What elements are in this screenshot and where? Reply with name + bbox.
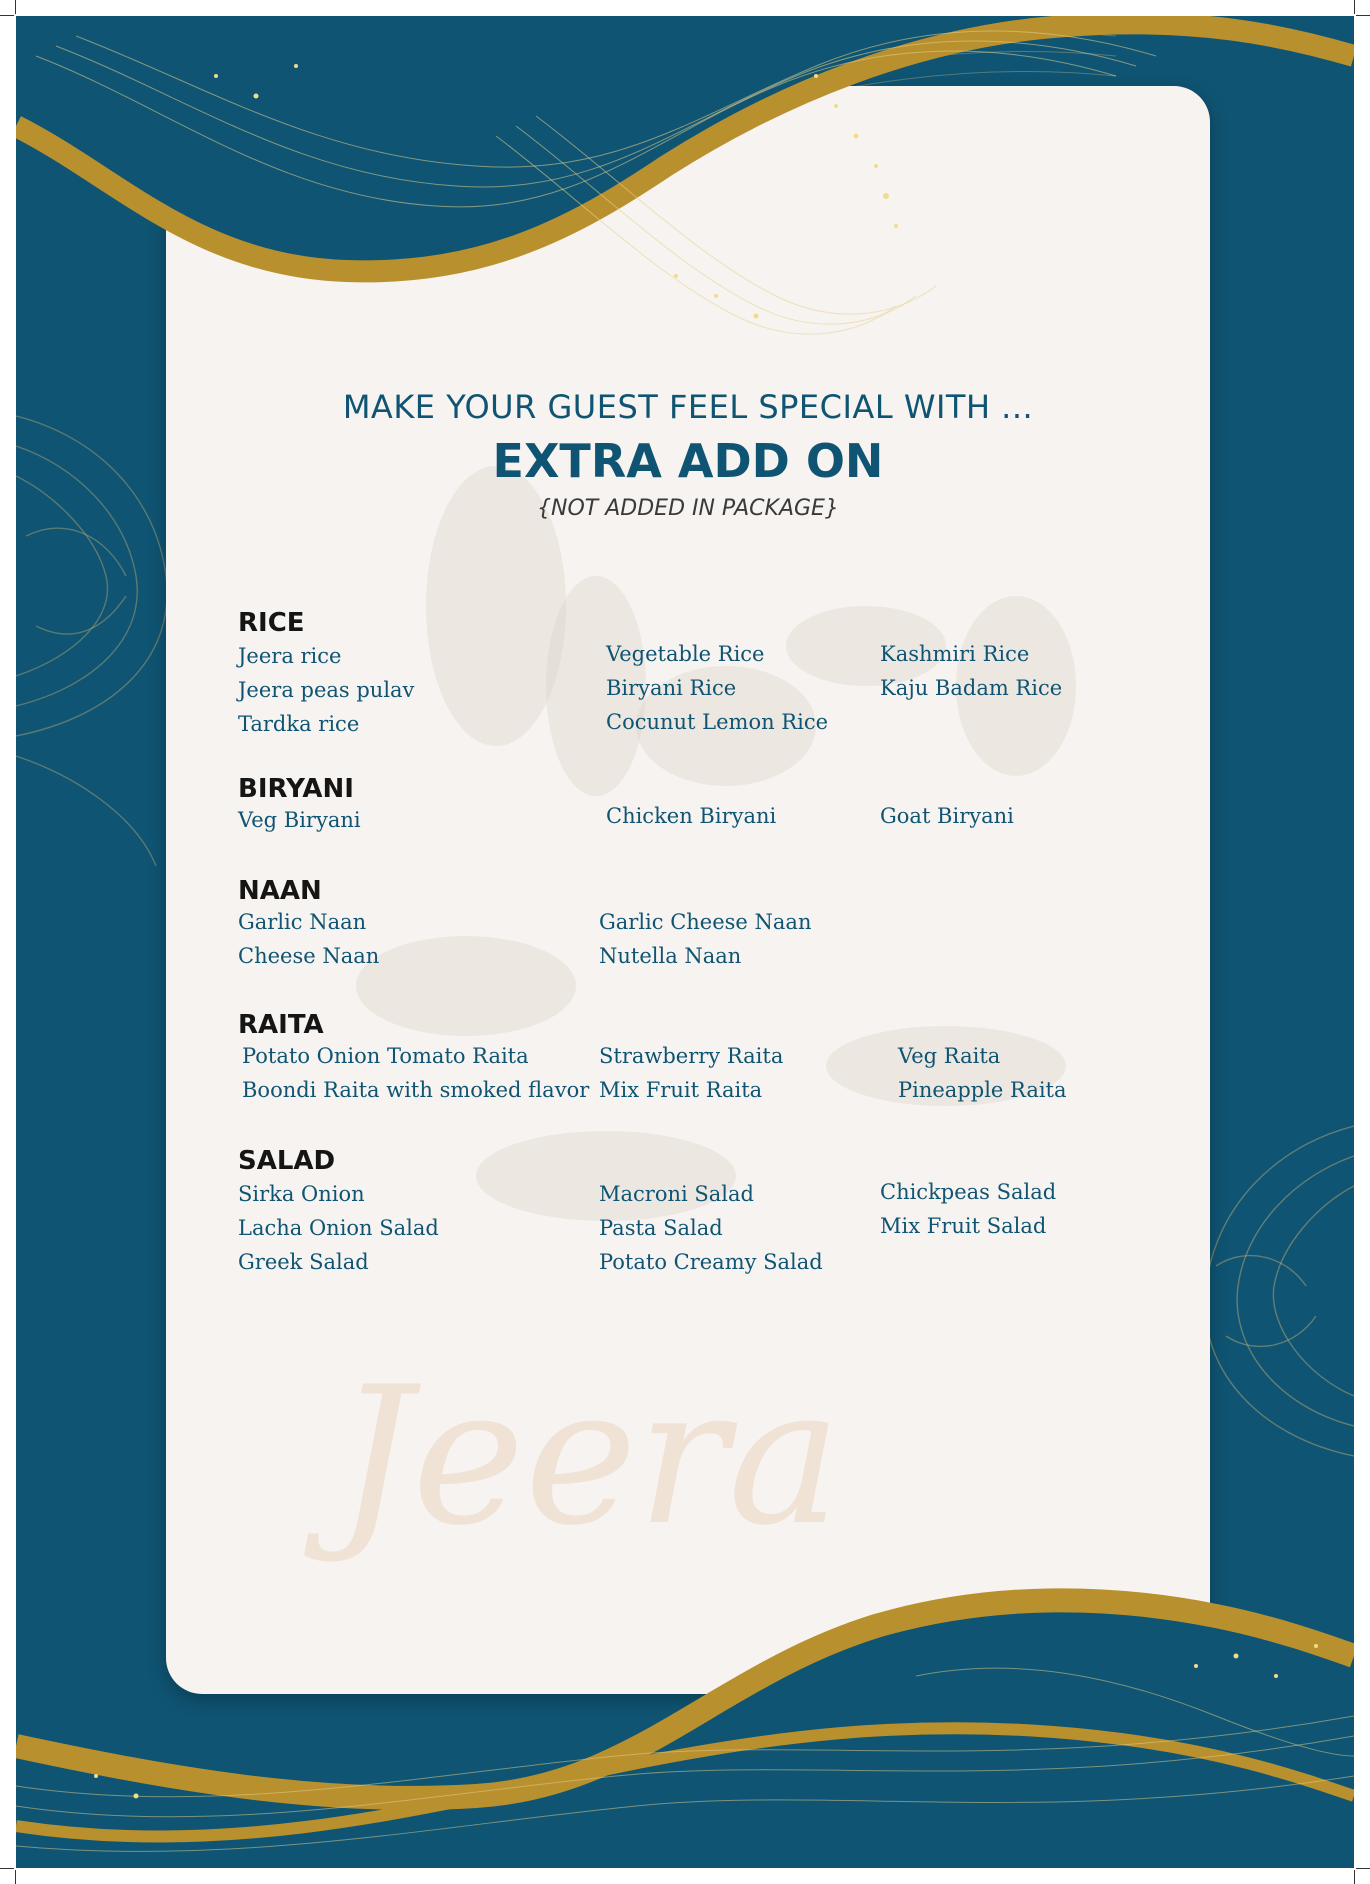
crop-mark [0, 15, 14, 16]
menu-item: Jeera peas pulav [238, 678, 415, 702]
menu-item: Biryani Rice [606, 676, 737, 700]
menu-item: Mix Fruit Raita [599, 1078, 763, 1102]
menu-item: Boondi Raita with smoked flavor [242, 1078, 590, 1102]
crop-mark [1354, 0, 1355, 14]
menu-item: Cheese Naan [238, 944, 380, 968]
section-title-naan: NAAN [238, 876, 322, 906]
section-title-raita: RAITA [238, 1010, 324, 1040]
menu-item: Kashmiri Rice [880, 642, 1030, 666]
crop-mark [15, 0, 16, 14]
menu-item: Veg Biryani [238, 808, 361, 832]
menu-item: Nutella Naan [599, 944, 742, 968]
menu-item: Garlic Cheese Naan [599, 910, 812, 934]
menu-item: Strawberry Raita [599, 1044, 784, 1068]
floral-right-art [1205, 1126, 1354, 1456]
menu-item: Mix Fruit Salad [880, 1214, 1047, 1238]
package-note: {NOT ADDED IN PACKAGE} [537, 496, 839, 521]
menu-item: Sirka Onion [238, 1182, 365, 1206]
menu-item: Veg Raita [898, 1044, 1001, 1068]
floral-left-art [16, 416, 167, 866]
menu-item: Kaju Badam Rice [880, 676, 1063, 700]
menu-item: Vegetable Rice [606, 642, 765, 666]
menu-item: Chickpeas Salad [880, 1180, 1057, 1204]
menu-item: Goat Biryani [880, 804, 1014, 828]
tagline: MAKE YOUR GUEST FEEL SPECIAL WITH ... [342, 388, 1034, 426]
menu-item: Macroni Salad [599, 1182, 754, 1206]
menu-item: Tardka rice [238, 712, 360, 736]
crop-mark [1356, 1868, 1370, 1869]
page-title: EXTRA ADD ON [492, 434, 884, 488]
menu-item: Pasta Salad [599, 1216, 723, 1240]
menu-item: Potato Creamy Salad [599, 1250, 823, 1274]
crop-mark [15, 1870, 16, 1884]
menu-item: Pineapple Raita [898, 1078, 1067, 1102]
menu-item: Chicken Biryani [606, 804, 777, 828]
jeera-watermark-logo: Jeera [336, 1346, 842, 1567]
crop-mark [1354, 1870, 1355, 1884]
menu-item: Greek Salad [238, 1250, 369, 1274]
menu-item: Potato Onion Tomato Raita [242, 1044, 529, 1068]
section-title-salad: SALAD [238, 1146, 336, 1176]
menu-item: Cocunut Lemon Rice [606, 710, 829, 734]
menu-item: Lacha Onion Salad [238, 1216, 439, 1240]
menu-item: Garlic Naan [238, 910, 367, 934]
section-title-rice: RICE [238, 608, 305, 638]
crop-mark [0, 1868, 14, 1869]
crop-mark [1356, 15, 1370, 16]
menu-page [16, 16, 1354, 1868]
menu-item: Jeera rice [238, 644, 342, 668]
section-title-biryani: BIRYANI [238, 774, 354, 804]
